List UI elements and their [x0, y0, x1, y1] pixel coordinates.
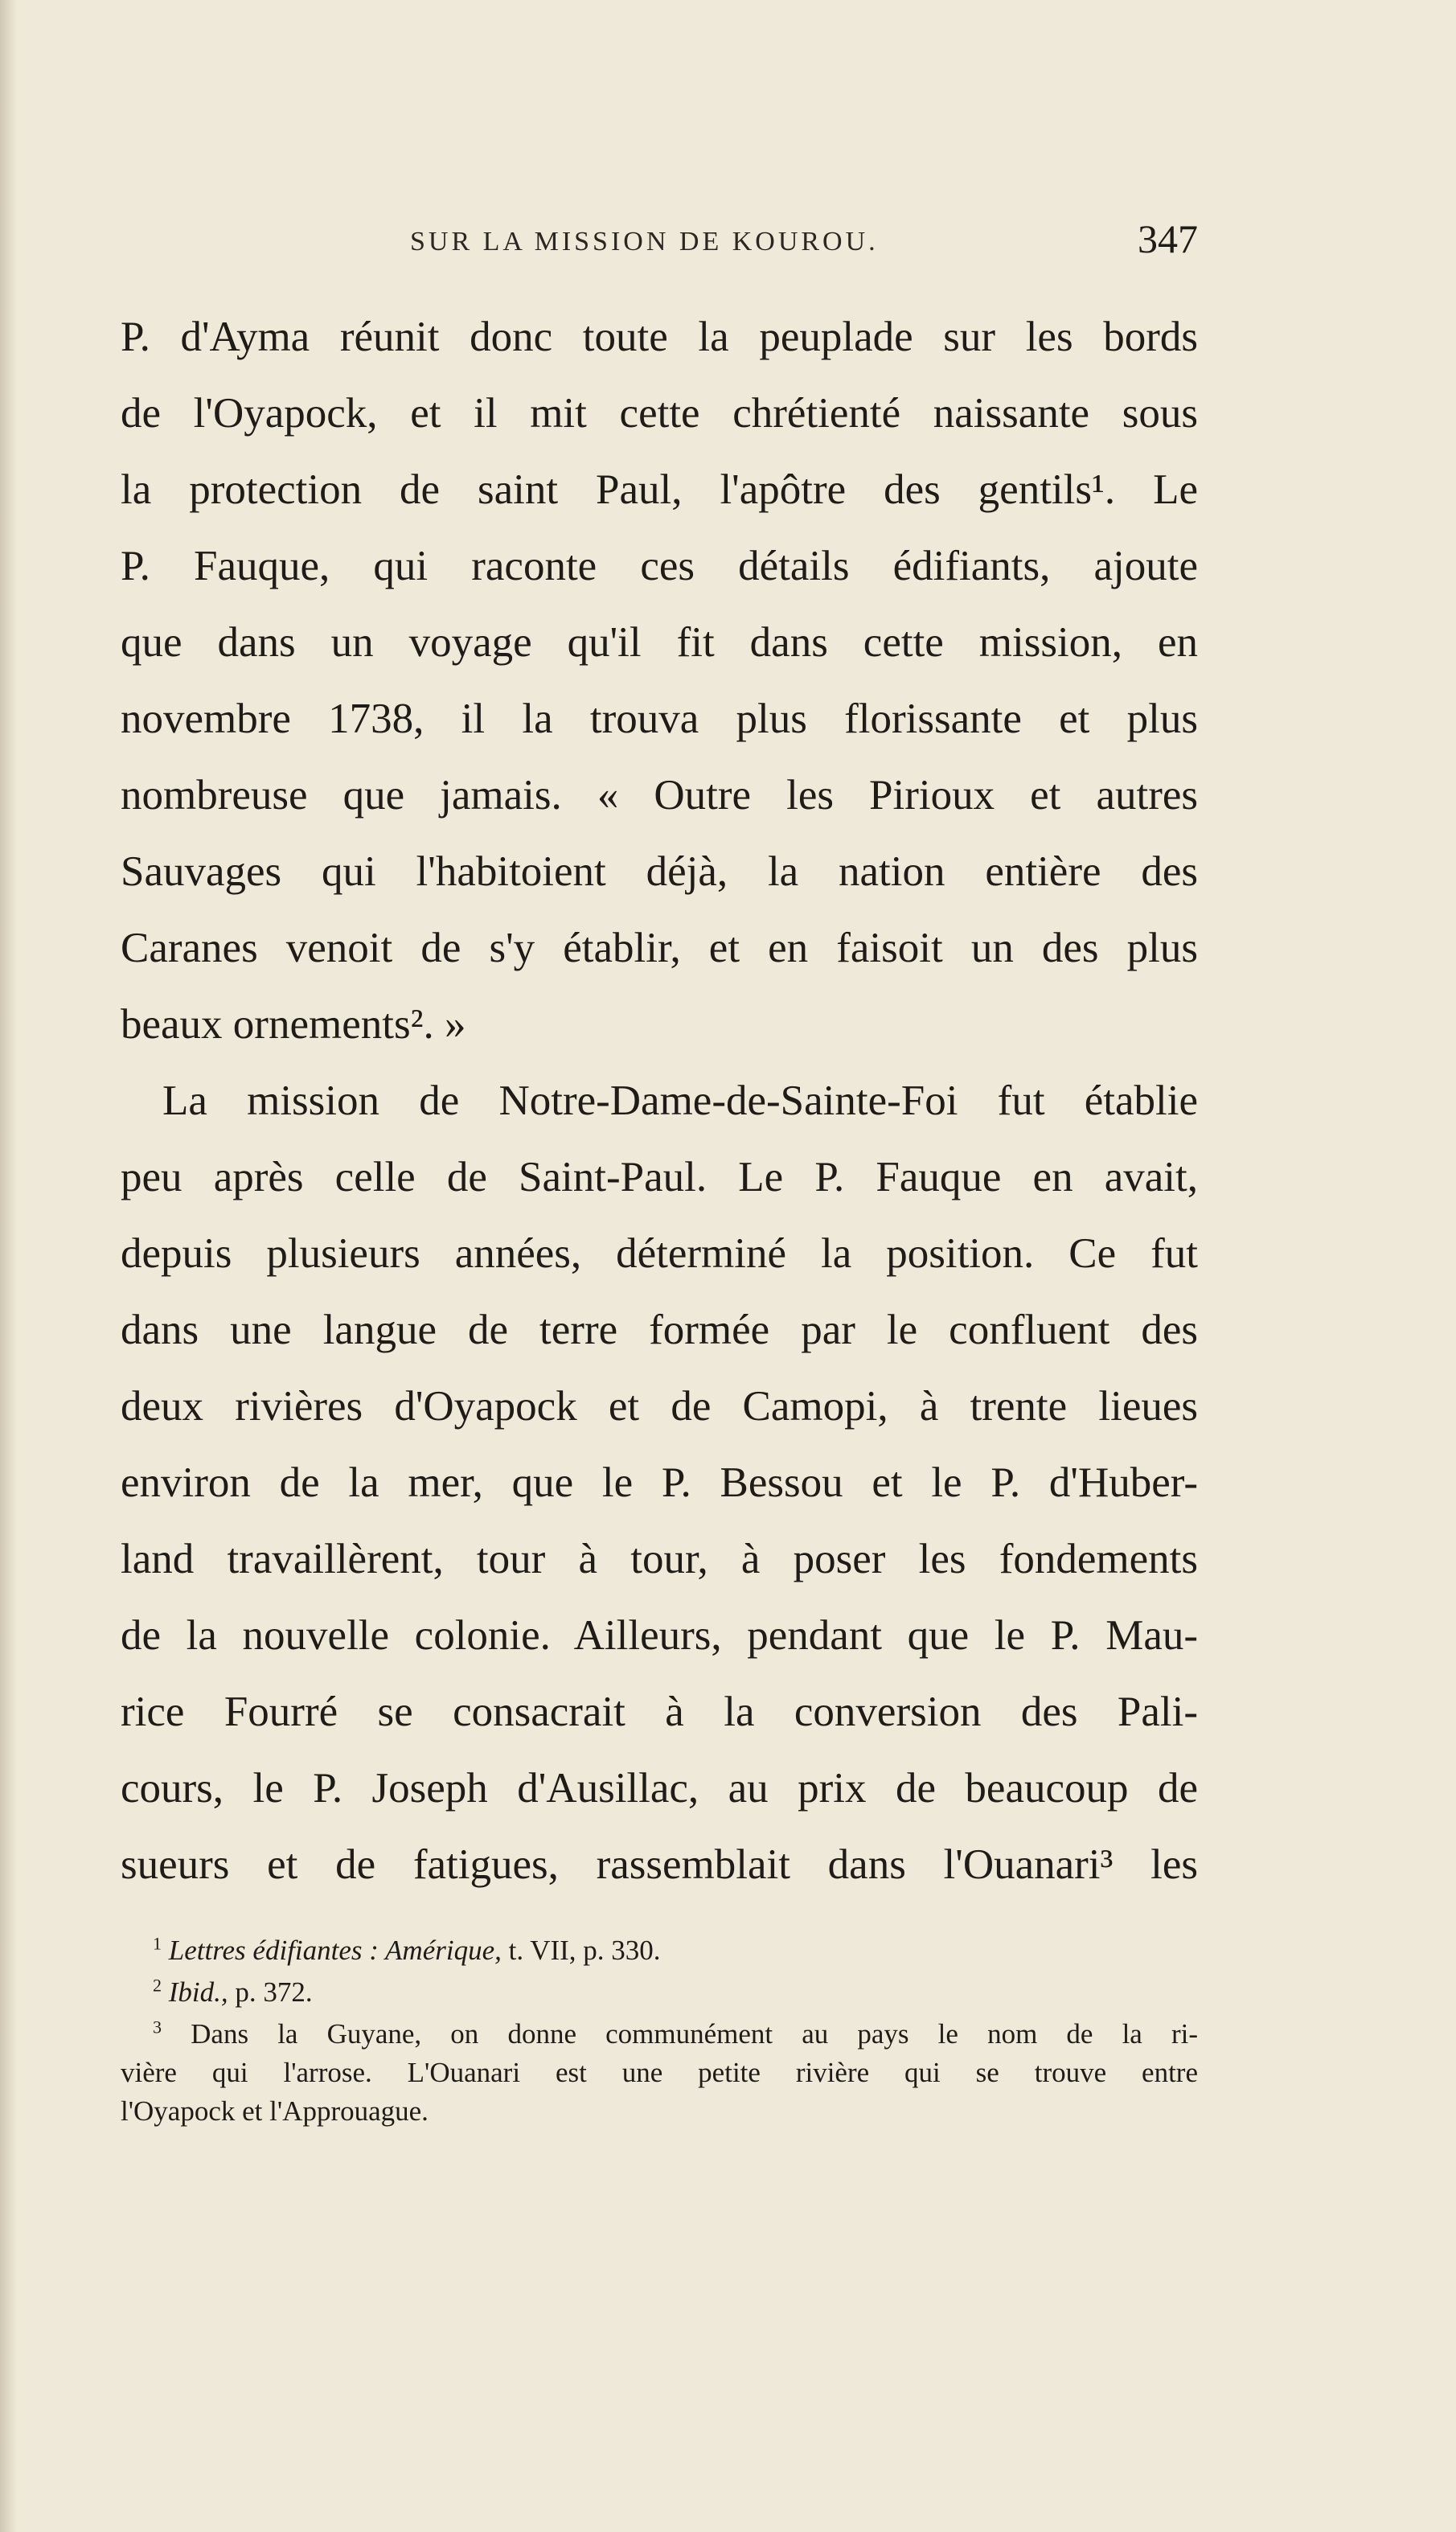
text-line: La mission de Notre-Dame-de-Sainte-Foi fut établie — [162, 1077, 1198, 1124]
paragraph-1 — [121, 299, 1198, 1063]
footnote-mark: 3 — [153, 2017, 162, 2038]
footnotes — [121, 1931, 1198, 2134]
text-line: que dans un voyage qu'il fit dans cette mission, en — [121, 619, 1198, 666]
text-line: dans une langue de terre formée par le confluent des — [121, 1307, 1198, 1353]
text-line: beaux ornements². » — [121, 1001, 466, 1048]
text-line: sueurs et de fatigues, rassemblait dans l'Ouanari³ les — [121, 1841, 1198, 1888]
page-spine-shadow — [0, 0, 18, 2532]
text-line: Caranes venoit de s'y établir, et en faisoit un des plus — [121, 925, 1198, 971]
paragraph-2 — [121, 1063, 1198, 1903]
text-line: Sauvages qui l'habitoient déjà, la nation entière des — [121, 848, 1198, 895]
text-line: land travaillèrent, tour à tour, à poser les fondements — [121, 1536, 1198, 1582]
text-line: novembre 1738, il la trouva plus florissante et plus — [121, 696, 1198, 742]
footnote-2 — [121, 1973, 1198, 2012]
text-line: nombreuse que jamais. « Outre les Pirioux et autres — [121, 772, 1198, 819]
text-line: peu après celle de Saint-Paul. Le P. Fauque en avait, — [121, 1154, 1198, 1200]
text-line: P. d'Ayma réunit donc toute la peuplade sur les bords — [121, 314, 1198, 360]
footnote-mark: 2 — [153, 1975, 162, 1996]
body-text — [121, 299, 1198, 1903]
footnote-3 — [121, 2015, 1198, 2131]
text-line: environ de la mer, que le P. Bessou et le P. d'Huber- — [121, 1459, 1198, 1506]
text-line: deux rivières d'Oyapock et de Camopi, à trente lieues — [121, 1383, 1198, 1430]
footnote-source-title: Ibid., — [168, 1976, 228, 2008]
text-line: depuis plusieurs années, déterminé la position. Ce fut — [121, 1230, 1198, 1277]
footnote-ref: t. VII, p. 330. — [501, 1935, 661, 1966]
text-line: la protection de saint Paul, l'apôtre des gentils¹. Le — [121, 466, 1198, 513]
running-head — [121, 215, 1198, 264]
footnote-text: Dans la Guyane, on donne communément au pays le nom de la ri- — [191, 2018, 1199, 2050]
page-number: 347 — [1138, 216, 1198, 261]
running-head-title: SUR LA MISSION DE KOUROU. — [410, 227, 879, 256]
footnote-line: vière qui l'arrose. L'Ouanari est une petite rivière qui se trouve entre — [121, 2057, 1198, 2088]
text-line: cours, le P. Joseph d'Ausillac, au prix de beaucoup de — [121, 1765, 1198, 1812]
footnote-line — [121, 1931, 1198, 1970]
footnote-line — [121, 2015, 1198, 2054]
text-line: P. Fauque, qui raconte ces détails édifiants, ajoute — [121, 543, 1198, 589]
footnote-ref: p. 372. — [228, 1976, 313, 2008]
text-line: rice Fourré se consacrait à la conversion des Pali- — [121, 1689, 1198, 1735]
footnote-line: l'Oyapock et l'Approuague. — [121, 2095, 429, 2127]
footnote-mark: 1 — [153, 1933, 162, 1954]
footnote-source-title: Lettres édifiantes : Amérique, — [168, 1935, 502, 1966]
text-line: de la nouvelle colonie. Ailleurs, pendant que le P. Mau- — [121, 1612, 1198, 1659]
text-line: de l'Oyapock, et il mit cette chrétienté naissante sous — [121, 390, 1198, 437]
footnote-1 — [121, 1931, 1198, 1970]
footnote-line — [121, 1973, 1198, 2012]
